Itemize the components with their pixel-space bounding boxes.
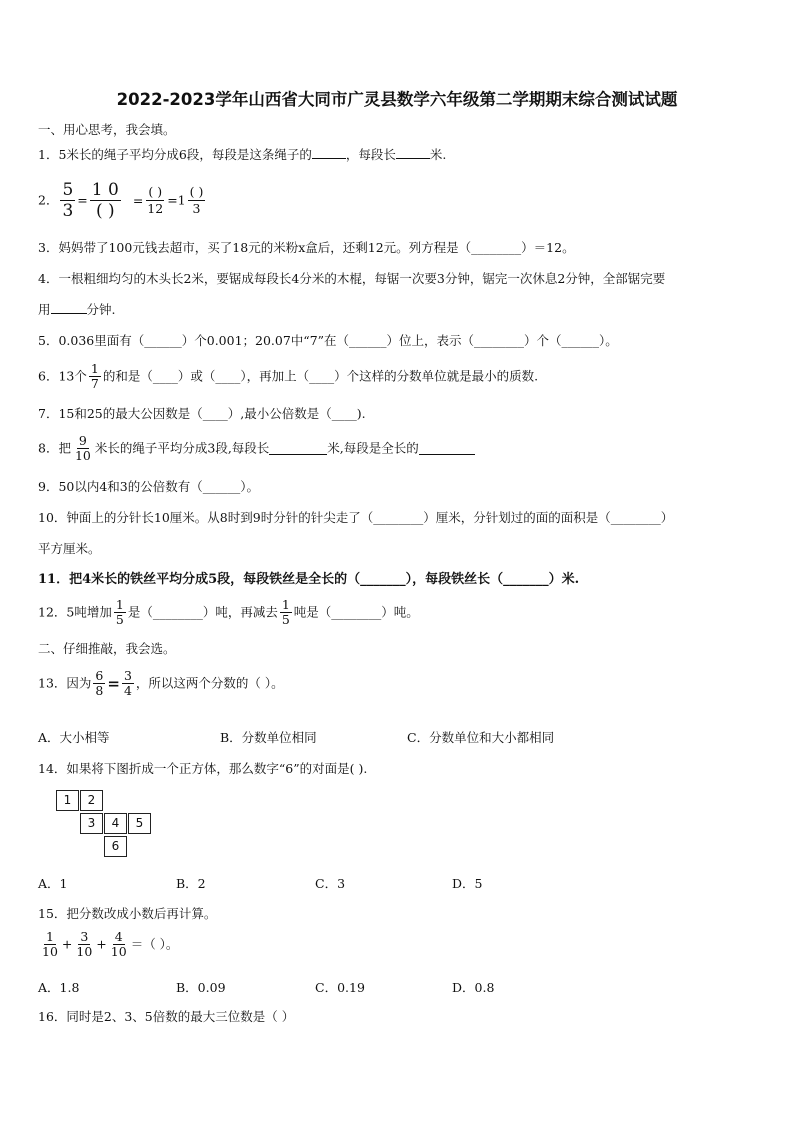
q2-equals-3: =1 (167, 192, 186, 208)
question-2 (38, 180, 760, 221)
q15-expression (38, 930, 760, 959)
q4-text-b: 用 (38, 302, 51, 317)
question-10-line-2: 平方厘米。 (38, 541, 101, 556)
q12-fraction-1: $\frac{1}{5}$ (115, 597, 124, 627)
question-3: 3．妈妈带了100元钱去超市，买了18元的米粉x盒后，还剩12元。列方程是（________）＝12。 (38, 240, 575, 255)
q8-fraction: $\frac{9}{10}$ (74, 433, 91, 463)
question-7: 7．15和25的最大公因数是（____）,最小公倍数是（____). (38, 406, 366, 421)
q2-equals-2: = (132, 192, 144, 208)
q13-option-c[interactable]: C．分数单位和大小都相同 (407, 730, 555, 745)
q15-fraction-2: $\frac{3}{10}$ (76, 929, 93, 959)
q15-option-d[interactable]: D．0.8 (452, 980, 495, 995)
page-title: 2022-2023学年山西省大同市广灵县数学六年级第二学期期末综合测试试题 (116, 90, 678, 109)
net-cell-4: 4 (104, 813, 127, 834)
q12-fraction-2: $\frac{1}{5}$ (281, 597, 290, 627)
question-10-line-1: 10．钟面上的分针长10厘米。从8时到9时分针的针尖走了（________）厘米，分针划过的面的面积是（________） (38, 510, 674, 525)
q2-fraction-4[interactable]: $\frac{( )}{3}$ (189, 184, 204, 216)
q1-blank-2[interactable] (396, 146, 430, 159)
q2-number: 2． (38, 192, 59, 208)
q1-blank-1[interactable] (312, 146, 346, 159)
question-1 (38, 146, 760, 164)
section-heading-1: 一、用心思考，我会填。 (38, 122, 176, 137)
q13-fraction-2: $\frac{3}{4}$ (123, 668, 132, 698)
question-12 (38, 598, 760, 627)
q15-tail: ＝（ ）。 (130, 936, 179, 952)
q12-text-b: 是（________）吨，再减去 (127, 604, 278, 620)
q8-text-c: 米,每段是全长的 (327, 440, 419, 456)
net-cell-2: 2 (80, 790, 103, 811)
q14-option-b[interactable]: B．2 (176, 876, 206, 891)
question-8 (38, 434, 760, 463)
question-15: 15．把分数改成小数后再计算。 (38, 906, 217, 921)
q2-fraction-2[interactable]: $\frac{1 0}{( )}$ (91, 180, 119, 221)
q14-option-c[interactable]: C．3 (315, 876, 346, 891)
question-14: 14．如果将下图折成一个正方体，那么数字“6”的对面是( ). (38, 761, 368, 776)
q12-text-c: 吨是（________）吨。 (293, 604, 419, 620)
net-cell-5: 5 (128, 813, 151, 834)
q6-text-b: 的和是（____）或（____），再加上（____）个这样的分数单位就是最小的质数. (102, 368, 539, 384)
q8-text-b: 米长的绳子平均分成3段,每段长 (94, 440, 270, 456)
q1-text-b: ，每段长 (345, 147, 396, 162)
q4-text-c: 分钟. (86, 302, 116, 317)
q13-equals: = (107, 674, 120, 693)
q12-text-a: 12．5吨增加 (38, 604, 112, 620)
q15-option-a[interactable]: A．1.8 (38, 980, 80, 995)
q13-text-b: ，所以这两个分数的（ ）。 (135, 675, 284, 691)
q1-text-c: 米. (429, 147, 447, 162)
q13-option-b[interactable]: B．分数单位相同 (220, 730, 317, 745)
net-cell-3: 3 (80, 813, 103, 834)
question-4-line-2 (38, 301, 760, 319)
q13-text-a: 13．因为 (38, 675, 92, 691)
question-16: 16．同时是2、3、5倍数的最大三位数是（ ） (38, 1009, 295, 1024)
question-11: 11．把4米长的铁丝平均分成5段，每段铁丝是全长的（_______），每段铁丝长（_______）米. (38, 572, 580, 587)
q6-fraction: $\frac{1}{7}$ (90, 361, 99, 391)
q2-equals-1: = (77, 192, 88, 208)
q15-option-c[interactable]: C．0.19 (315, 980, 365, 995)
question-9: 9．50以内4和3的公倍数有（______）。 (38, 479, 260, 494)
question-5: 5．0.036里面有（______）个0.001；20.07中“7”在（______）位上，表示（________）个（______）。 (38, 333, 618, 348)
q2-fraction-1: $\frac{5}{3}$ (62, 180, 74, 221)
net-cell-6: 6 (104, 836, 127, 857)
q4-blank[interactable] (51, 301, 87, 314)
q8-text-a: 8．把 (38, 440, 71, 456)
q14-option-a[interactable]: A．1 (38, 876, 68, 891)
q2-fraction-3[interactable]: $\frac{( )}{12}$ (147, 184, 164, 216)
q1-text-a: 1．5米长的绳子平均分成6段，每段是这条绳子的 (38, 147, 312, 162)
q14-option-d[interactable]: D．5 (452, 876, 483, 891)
q15-fraction-1: $\frac{1}{10}$ (42, 929, 58, 959)
q13-fraction-1: $\frac{6}{8}$ (95, 668, 104, 698)
net-cell-1: 1 (56, 790, 79, 811)
q8-blank-1[interactable] (269, 442, 327, 455)
section-heading-2: 二、仔细推敲，我会选。 (38, 641, 176, 656)
q15-plus-1: + (61, 936, 73, 952)
q15-plus-2: + (96, 936, 107, 952)
q13-option-a[interactable]: A．大小相等 (38, 730, 110, 745)
q15-fraction-3: $\frac{4}{10}$ (110, 929, 127, 959)
q6-text-a: 6．13个 (38, 368, 87, 384)
q8-blank-2[interactable] (419, 442, 475, 455)
q15-option-b[interactable]: B．0.09 (176, 980, 226, 995)
question-6 (38, 362, 760, 391)
question-4-line-1: 4．一根粗细均匀的木头长2米，要锯成每段长4分米的木棍，每锯一次要3分钟，锯完一次休息2分钟，全部锯完要 (38, 271, 666, 286)
question-13 (38, 669, 760, 698)
